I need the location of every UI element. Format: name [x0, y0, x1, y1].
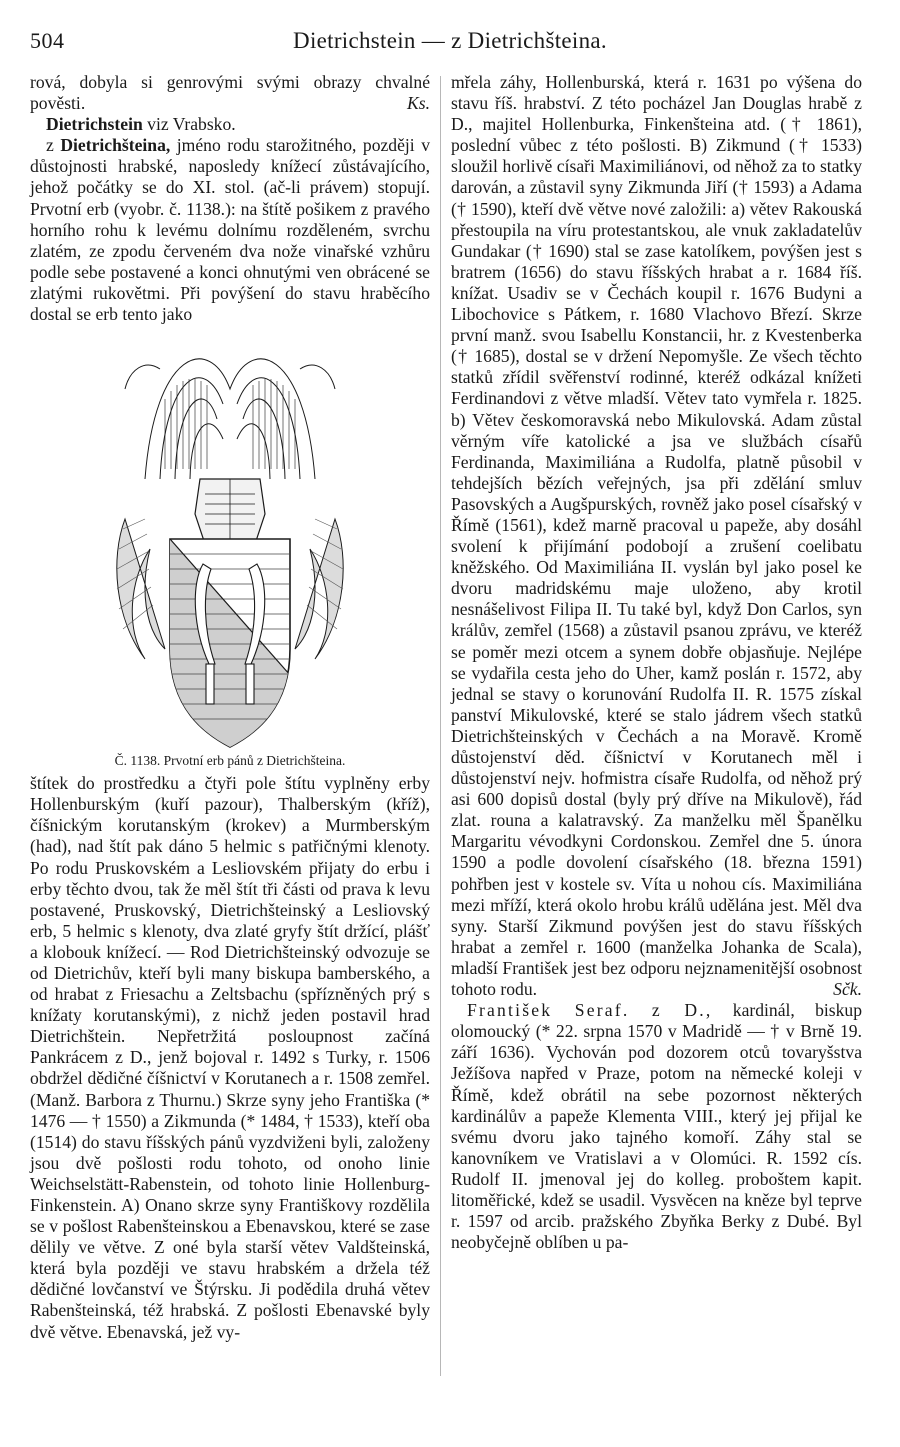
paragraph-continuation: [451, 72, 862, 1000]
coat-of-arms-illustration: [105, 329, 355, 751]
paragraph-continuation: štítek do prostředku a čtyři pole štítu vyplněny erby Hollenburským (kuří pazour), Thalberským (kříž), číšnickým korutanským (krokev) a Murmberským (had), nad štít pak dáno 5 helmic s patřičnými klenoty. Po rodu Pruskovském a Lesliovském přijaty do erbu i erby těchto dvou, tak že měl štít tři části od prava k levu postavené, Pruskovský, Dietrichšteinský a Lesliovský erb, 5 helmic s klenoty, dva zlaté gryfy štít držící, plášť a klobouk knížecí. — Rod Dietrichšteinský odvozuje se od Dietrichův, kteří byli many biskupa bamberského, a od hrabat z Friesachu a Zeltsbachu (spřízněných prý s knížaty korutanskými), z nichž jeden postavil hrad Dietrichštein. Nepřetržitá posloupnost začíná Pankrácem z D., jenž bojoval r. 1492 s Turky, r. 1506 obdržel dědičné číšnictví v Korutanech a r. 1508 zemřel. (Manž. Barbora z Thurnu.) Skrze syny jeho Františka (* 1476 — † 1550) a Zikmunda (* 1484, † 1533), kteří oba (1514) do stavu říšských pánů vyzdviženi byli, založeny jsou dvě pošlosti rodu tohoto, od onoho linie Weichselstätt-Rabenstein, od tohoto linie Hollenburg-Finkenstein. A) Onano skrze syny Františkovy rozdělila se v pošlost Rabenšteinskou a Ebenavskou, které se zase dělily ve větve. Z oné byla starší větev Valdšteinská, která byla později ve stavu hrabském a držela též dědičné lovčanství ve Štýrsku. Ji podědila druhá větev Rabenšteinská, též hrabská. Z pošlosti Ebenavské byly dvě větve. Ebenavská, jež vy-: [30, 773, 430, 1342]
column-divider: [440, 76, 441, 1376]
entry-text: jméno rodu starožitného, později v důstojnosti hrabské, naposledy knížecí zůstávajícího, jehož počátky se do XI. stol. (ač-li právem) stopují. Prvotní erb (vyobr. č. 1138.): na štítě pošikem z pravého horního rohu k levému dolnímu rozděleném, svrchu zlatém, ze zpodu červeném dva nože vinařské vzhůru podle sebe postavené a konci ohnutými ven obrácené se zlatými rukovětmi. Při povýšení do stavu hraběcího dostal se erb tento jako: [30, 135, 430, 325]
entry-dietrichstein: [30, 114, 430, 135]
paragraph-text: mřela záhy, Hollenburská, která r. 1631 po výšena do stavu říš. hrabství. Z této pocházel Jan Douglas hrabě z D., majitel Hollenburka, Finkenšteina atd. († 1861), poslední vůbec z této pošlosti. B) Zikmund († 1533) sloužil horlivě císaři Maximiliánovi, od něhož za to statky darován, a zůstavil syny Zikmunda Jiří († 1593) a Adama († 1590), kteří dvě větve nové založili: a) větev Rakouská přestoupila na víru protestantskou, ale vnuk zakladatelův Gundakar († 1690) stal se zase katolíkem, povýšen jest s bratrem (1656) do stavu říšských hrabat a r. 1684 říš. knížat. Usadiv se v Čechách koupil r. 1676 Budyni a Libochovice s Pátkem, r. 1680 Vlachovo Březí. Skrze první manž. svou Isabellu Konstancii, hr. z Kvestenberka († 1685), dostal se v držení Nepomyšle. Ze všech těchto statků zřídil svěřenství rodinné, kteréž odkázal knížeti Ferdinandovi z větve mladší. Větev tato vymřela r. 1825. b) Větev českomoravská nebo Mikulovská. Adam zůstal věrným víře katolické a jsa ve službách císařů Ferdinanda, Maximiliána a Rudolfa, platně působil v tehdejších bězích veřejných, jsa při zdělání smluv Pasovských a Augšpurských, rovněž jako posel císařský v Římě (1561), kdež marně pracoval u papeže, aby dosáhl svolení k přijímání podobojí a zrušení coelibatu kněžského. Od Maximiliána II. vyslán byl jako posel ke dvoru madridskému maje uloženo, aby krotil nesnášelivost Filipa II. Tu také byl, když Don Carlos, syn králův, zemřel (1568) a zůstavil psanou zprávu, ve kteréž se poměr mezi otcem a synem dobře objasňuje. Nejlépe se vydařila cesta jeho do Uher, kamž poslán r. 1572, aby jednal se stavy o korunování Rudolfa II. R. 1575 získal panství Mikulovské, které se stalo jádrem všech statků Dietrichšteinských v Čechách a na Moravě. Kromě důstojenství děd. číšnictví v Korutanech měl i důstojenství nejv. hofmistra císaře Rudolfa, od něhož prý asi 600 dopisů dostal (byly prý dříve na Mikulově), řád zlat. rouna a kalatravský. Za manželku měl Španělku Margaritu vévodkyni Cordonskou. Zemřel dne 5. února 1590 a podle dovolení císařského (18. března 1591) pohřben jest v kostele sv. Víta u nohou cís. Maximiliána mezi mříží, která okolo hrobu králů udělána jest. Měl dva syny. Starší Zikmund povýšen jest do stavu říšských hrabat a zemřel r. 1600 (manželka Johanka de Scala), mladší František jest bez odporu nejznamenitější osobnost tohoto rodu.: [451, 72, 862, 1000]
page-header: [30, 28, 870, 58]
entry-prefix: z: [46, 135, 61, 156]
coat-of-arms-figure: [30, 329, 430, 769]
figure-caption: Č. 1138. Prvotní erb pánů z Dietrichšteina.: [114, 753, 346, 769]
entry-headword: Dietrichšteina,: [60, 135, 171, 156]
entry-text: viz Vrabsko.: [142, 114, 236, 135]
right-column: [451, 72, 862, 1253]
paragraph-text: rová, dobyla si genrovými svými obrazy chvalné pověsti.: [30, 72, 430, 114]
author-signature: Ks.: [407, 93, 430, 114]
author-signature: Sčk.: [833, 979, 862, 1000]
entry-z-dietrichsteina: [30, 135, 430, 325]
entry-frantisek-seraf: [451, 1000, 862, 1253]
running-head: Dietrichstein — z Dietrichšteina.: [293, 28, 607, 53]
entry-headword: Dietrichstein: [46, 114, 143, 135]
entry-text: kardinál, biskup olomoucký (* 22. srpna 1570 v Madridě — † v Brně 19. září 1636). Vychován pod dozorem otců tovaryšstva Ježíšova napřed v Praze, potom na německé koleji v Římě, kdež obrátil na sebe pozornost některých kardinálův a papeže Klementa VIII., který jej přijal ke svému dvoru jako tajného komoří. Záhy stal se kanovníkem ve Vratislavi a v Olomúci. R. 1592 cís. Rudolf II. jmenoval jej do kolleg. proboštem kapit. litoměřické, kdež se usadil. Vysvěcen na kněze byl teprve r. 1597 od arcib. pražského Zbyňka Berky z Dubé. Byl neobyčejně oblíben u pa-: [451, 1000, 863, 1253]
entry-headword: František Seraf. z D.,: [467, 1000, 713, 1021]
page-number: 504: [30, 28, 65, 53]
left-column: [30, 72, 430, 1343]
paragraph-continuation: [30, 72, 430, 114]
